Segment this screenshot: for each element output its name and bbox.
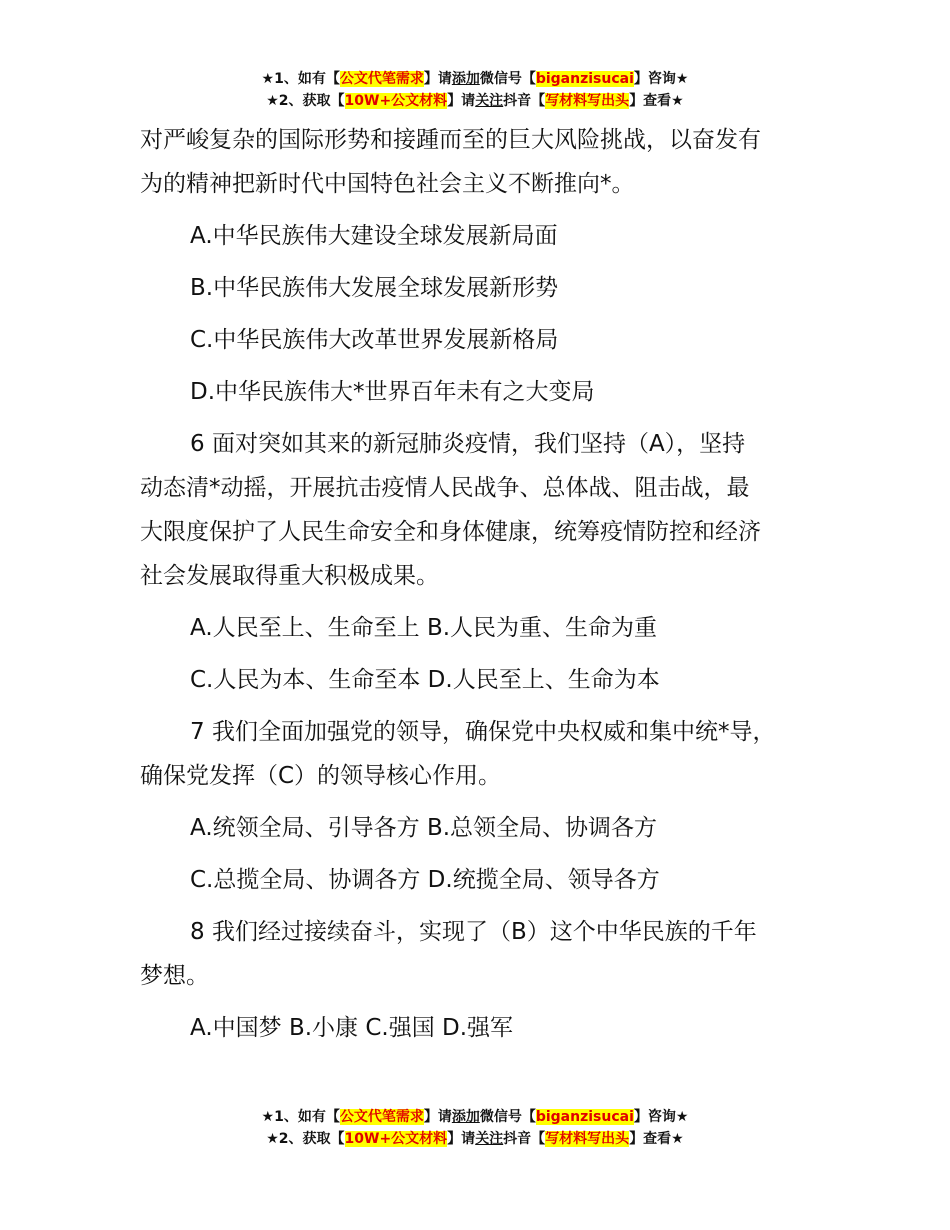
header-banner — [0, 68, 950, 112]
banner-text: 微信号【 — [479, 1109, 536, 1125]
banner-text: 抖音【 — [503, 1131, 546, 1147]
banner-douyin-account: 写材料写出头 — [545, 93, 630, 109]
banner-text: 】请 — [423, 71, 452, 87]
banner-text: 】请 — [447, 93, 476, 109]
banner-text: 】咨询★ — [633, 71, 689, 87]
option-line: A.中国梦 B.小康 C.强国 D.强军 — [190, 1015, 514, 1041]
option-line: A.统领全局、引导各方 B.总领全局、协调各方 — [190, 815, 658, 841]
paragraph-line: 大限度保护了人民生命安全和身体健康，统筹疫情防控和经济 — [140, 519, 761, 545]
banner-underlined-text: 关注 — [475, 1131, 504, 1147]
banner-highlight: 10W+公文材料 — [344, 1131, 448, 1147]
banner-text: 】查看★ — [629, 1131, 684, 1147]
banner-wechat-id: biganzisucai — [535, 71, 634, 87]
option-line: A.人民至上、生命至上 B.人民为重、生命为重 — [190, 615, 658, 641]
banner-highlight: 10W+公文材料 — [344, 93, 448, 109]
option-line: C.中华民族伟大改革世界发展新格局 — [190, 327, 559, 353]
option-line: D.中华民族伟大*世界百年未有之大变局 — [190, 379, 595, 405]
footer-banner — [0, 1106, 950, 1150]
paragraph-line: 对严峻复杂的国际形势和接踵而至的巨大风险挑战，以奋发有 — [140, 127, 761, 153]
banner-text: 】查看★ — [629, 93, 684, 109]
banner-line-1 — [0, 68, 950, 90]
question-6: 6 面对突如其来的新冠肺炎疫情，我们坚持（A），坚持 — [190, 431, 746, 457]
banner-text: ★2、获取【 — [266, 93, 345, 109]
banner-line-2 — [0, 90, 950, 112]
question-7: 7 我们全面加强党的领导，确保党中央权威和集中统*导， — [190, 719, 776, 745]
banner-text: 】请 — [423, 1109, 452, 1125]
option-line: B.中华民族伟大发展全球发展新形势 — [190, 275, 559, 301]
option-line: C.总揽全局、协调各方 D.统揽全局、领导各方 — [190, 867, 660, 893]
banner-highlight: 公文代笔需求 — [339, 1109, 424, 1125]
paragraph-line: 社会发展取得重大积极成果。 — [140, 563, 439, 589]
option-line: A.中华民族伟大建设全球发展新局面 — [190, 223, 558, 249]
banner-text: ★1、如有【 — [261, 1109, 340, 1125]
paragraph-line: 为的精神把新时代中国特色社会主义不断推向*。 — [140, 171, 635, 197]
banner-underlined-text: 添加 — [451, 1109, 480, 1125]
banner-text: ★2、获取【 — [266, 1131, 345, 1147]
paragraph-line: 确保党发挥（C）的领导核心作用。 — [140, 763, 502, 789]
banner-wechat-id: biganzisucai — [535, 1109, 634, 1125]
banner-line-1 — [0, 1106, 950, 1128]
document-body — [140, 118, 840, 1050]
banner-douyin-account: 写材料写出头 — [545, 1131, 630, 1147]
banner-text: 】请 — [447, 1131, 476, 1147]
paragraph-line: 动态清*动摇，开展抗击疫情人民战争、总体战、阻击战，最 — [140, 475, 750, 501]
banner-text: 抖音【 — [503, 93, 546, 109]
banner-underlined-text: 关注 — [475, 93, 504, 109]
banner-text: 】咨询★ — [633, 1109, 689, 1125]
question-8: 8 我们经过接续奋斗，实现了（B）这个中华民族的千年 — [190, 919, 757, 945]
banner-text: 微信号【 — [479, 71, 536, 87]
paragraph-line: 梦想。 — [140, 963, 209, 989]
banner-highlight: 公文代笔需求 — [339, 71, 424, 87]
banner-underlined-text: 添加 — [451, 71, 480, 87]
option-line: C.人民为本、生命至本 D.人民至上、生命为本 — [190, 667, 660, 693]
banner-line-2 — [0, 1128, 950, 1150]
banner-text: ★1、如有【 — [261, 71, 340, 87]
